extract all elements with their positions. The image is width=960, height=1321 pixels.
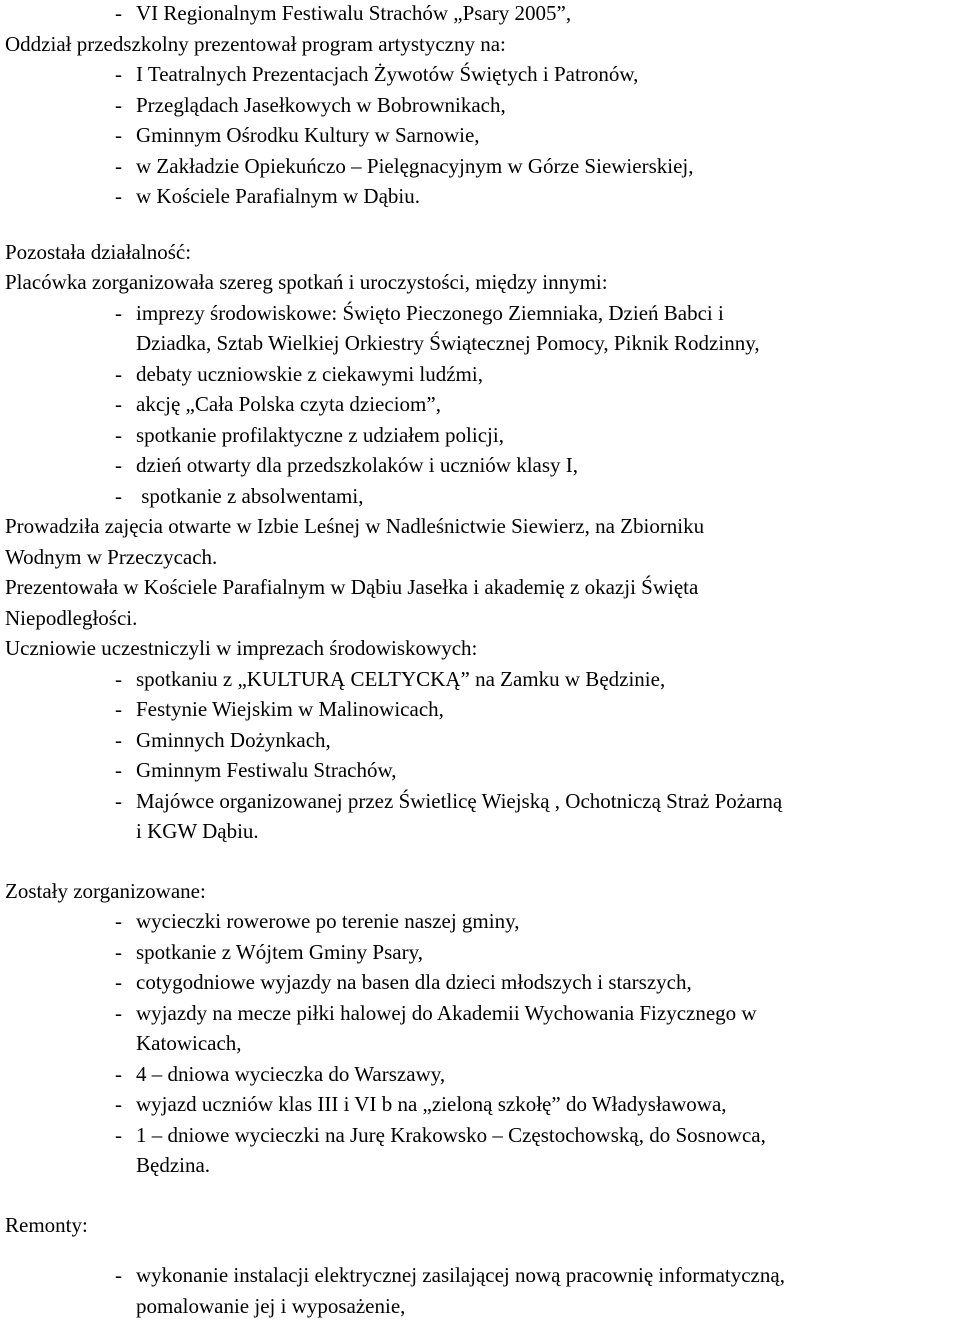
list-item-text: VI Regionalnym Festiwalu Strachów „Psary 2005”,	[136, 1, 572, 25]
paragraph-line: Niepodległości.	[5, 605, 138, 630]
renovations-list	[5, 1260, 955, 1321]
list-item-text: imprezy środowiskowe: Święto Pieczonego Ziemniaka, Dzień Babci i	[136, 300, 724, 325]
list-item	[5, 998, 955, 1059]
paragraph-line: Prowadziła zajęcia otwarte w Izbie Leśnej w Nadleśnictwie Siewierz, na Zbiorniku	[5, 514, 705, 538]
list-item-text: Przeglądach Jasełkowych w Bobrownikach,	[136, 92, 506, 117]
list-dash: -	[115, 153, 122, 178]
list-item-text: Festynie Wiejskim w Malinowicach,	[136, 697, 444, 721]
list-dash: -	[115, 697, 122, 721]
list-item-text: 4 – dniowa wycieczka do Warszawy,	[136, 1061, 446, 1086]
list-item-text: i KGW Dąbiu.	[136, 819, 259, 843]
list-item	[5, 298, 955, 359]
list-item-text: w Zakładzie Opiekuńczo – Pielęgnacyjnym w Górze Siewierskiej,	[136, 153, 694, 178]
list-item-text: spotkaniu z „KULTURĄ CELTYCKĄ” na Zamku w Będzinie,	[136, 666, 666, 691]
list-item	[5, 59, 955, 90]
list-item	[5, 389, 955, 420]
list-item	[5, 1059, 955, 1090]
list-dash: -	[115, 453, 122, 477]
list-item	[5, 420, 955, 451]
list-item	[5, 151, 955, 182]
list-item-text: Katowicach,	[136, 1031, 242, 1055]
list-dash: -	[115, 392, 122, 416]
paragraph: Placówka zorganizowała szereg spotkań i uroczystości, między innymi:	[5, 270, 608, 294]
list-item-text: Będzina.	[136, 1153, 211, 1177]
list-item-text: spotkanie z Wójtem Gminy Psary,	[136, 939, 423, 964]
list-dash: -	[115, 422, 122, 447]
list-item	[5, 937, 955, 968]
list-dash: -	[115, 758, 122, 782]
performance-list	[5, 59, 955, 212]
list-item-text: 1 – dniowe wycieczki na Jurę Krakowsko – Częstochowską, do Sosnowca,	[136, 1122, 766, 1147]
list-item-text: dzień otwarty dla przedszkolaków i uczniów klasy I,	[136, 453, 579, 477]
list-item	[5, 181, 955, 212]
list-item-text: cotygodniowe wyjazdy na basen dla dzieci młodszych i starszych,	[136, 970, 692, 994]
list-item	[5, 359, 955, 390]
list-item-text: debaty uczniowskie z ciekawymi ludźmi,	[136, 361, 483, 386]
list-item-text: wyjazdy na mecze piłki halowej do Akademii Wychowania Fizycznego w	[136, 1000, 757, 1025]
list-item	[5, 450, 955, 481]
list-item-text: pomalowanie jej i wyposażenie,	[136, 1293, 406, 1318]
paragraph-line: Prezentowała w Kościele Parafialnym w Dąbiu Jasełka i akademię z okazji Święta	[5, 575, 699, 599]
activities-list	[5, 298, 955, 512]
list-dash: -	[115, 123, 122, 147]
list-dash: -	[115, 62, 122, 86]
list-item-text: Gminnych Dożynkach,	[136, 727, 331, 752]
paragraph: Uczniowie uczestniczyli w imprezach środowiskowych:	[5, 636, 478, 660]
list-item-text: Majówce organizowanej przez Świetlicę Wiejską , Ochotniczą Straż Pożarną	[136, 788, 783, 813]
list-item	[5, 786, 955, 847]
list-dash: -	[115, 1263, 122, 1287]
list-dash: -	[115, 970, 122, 994]
paragraph-line: Wodnym w Przeczycach.	[5, 544, 218, 569]
list-dash: -	[115, 361, 122, 386]
list-dash: -	[115, 92, 122, 117]
section-heading: Zostały zorganizowane:	[5, 878, 206, 903]
list-dash: -	[115, 666, 122, 691]
list-dash: -	[115, 1092, 122, 1116]
events-list	[5, 664, 955, 847]
list-dash: -	[115, 939, 122, 964]
list-item-text: akcję „Cała Polska czyta dzieciom”,	[136, 392, 441, 416]
list-item	[5, 0, 955, 29]
list-dash: -	[115, 1, 122, 25]
list-item-text: I Teatralnych Prezentacjach Żywotów Świętych i Patronów,	[136, 62, 639, 86]
list-item	[5, 1120, 955, 1181]
list-item-text: wykonanie instalacji elektrycznej zasilającej nową pracownię informatyczną,	[136, 1263, 785, 1287]
list-item	[5, 1260, 955, 1321]
list-dash: -	[115, 184, 122, 208]
list-dash: -	[115, 1122, 122, 1147]
list-dash: -	[115, 1000, 122, 1025]
list-item-text: Dziadka, Sztab Wielkiej Orkiestry Świątecznej Pomocy, Piknik Rodzinny,	[136, 331, 760, 355]
list-item	[5, 120, 955, 151]
list-dash: -	[115, 788, 122, 813]
organized-list	[5, 906, 955, 1181]
paragraph	[5, 511, 955, 572]
document-page	[5, 0, 955, 1321]
list-item	[5, 906, 955, 937]
list-dash: -	[115, 727, 122, 752]
list-item-text: wyjazd uczniów klas III i VI b na „zieloną szkołę” do Władysławowa,	[136, 1092, 727, 1116]
list-item	[5, 694, 955, 725]
list-item	[5, 967, 955, 998]
list-item	[5, 664, 955, 695]
list-item-text: Gminnym Festiwalu Strachów,	[136, 758, 397, 782]
list-item	[5, 755, 955, 786]
list-item-text: Gminnym Ośrodku Kultury w Sarnowie,	[136, 123, 480, 147]
list-dash: -	[115, 300, 122, 325]
list-item-text: spotkanie z absolwentami,	[136, 483, 364, 508]
list-dash: -	[115, 1061, 122, 1086]
list-item	[5, 90, 955, 121]
list-item-text: w Kościele Parafialnym w Dąbiu.	[136, 184, 421, 208]
list-item-text: wycieczki rowerowe po terenie naszej gminy,	[136, 909, 520, 933]
list-dash: -	[115, 909, 122, 933]
list-item	[5, 725, 955, 756]
list-item-text: spotkanie profilaktyczne z udziałem policji,	[136, 422, 504, 447]
list-dash: -	[115, 483, 122, 508]
list-item	[5, 1089, 955, 1120]
paragraph: Oddział przedszkolny prezentował program artystyczny na:	[5, 31, 506, 56]
section-heading: Remonty:	[5, 1212, 88, 1237]
section-heading: Pozostała działalność:	[5, 239, 192, 264]
paragraph	[5, 572, 955, 633]
list-item	[5, 481, 955, 512]
